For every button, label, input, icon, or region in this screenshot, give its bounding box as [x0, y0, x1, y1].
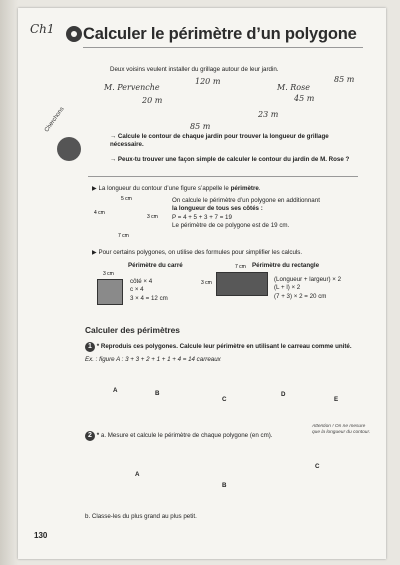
garden-one-owner: M. Pervenche [104, 83, 160, 92]
exercise-two-number: 2 [85, 431, 95, 441]
question-two: → Peux-tu trouver une façon simple de calculer le contour du jardin de M. Rose ? [110, 156, 350, 163]
garden-one-right: 23 m [258, 110, 279, 119]
garden-two-top: 85 m [334, 75, 355, 84]
square-shape [97, 279, 123, 305]
page-title: Calculer le périmètre d’un polygone [83, 25, 357, 43]
figure-c-label: C [222, 396, 227, 403]
rectangle-formula: (Longueur + largeur) × 2 (L + l) × 2 (7 + 3) × 2 = 20 cm [274, 276, 342, 300]
exercise-one-number: 1 [85, 342, 95, 352]
rectangle-heading: Périmètre du rectangle [252, 262, 320, 269]
garden-one-left: 20 m [142, 96, 163, 105]
handwritten-annotation: Ch1 [30, 22, 55, 36]
formula-intro: ▶ Pour certains polygones, on utilise des formules pour simplifier les calculs. [92, 249, 303, 256]
square-heading: Périmètre du carré [128, 262, 183, 269]
question-one: → Calcule le contour de chaque jardin pour trouver la longueur de grillage nécessaire. [110, 133, 329, 149]
garden-one-top: 120 m [195, 77, 221, 86]
figure-b-label: B [155, 390, 160, 397]
garden-one-bottom: 85 m [190, 122, 211, 131]
trap-bottom-label: 7 cm [118, 233, 129, 239]
polygon-b-label: B [222, 482, 227, 489]
figure-d-label: D [281, 391, 286, 398]
trap-right-label: 3 cm [147, 214, 158, 220]
polygon-a-label: A [135, 471, 140, 478]
trap-left-label: 4 cm [94, 210, 105, 216]
title-bullet-icon [66, 26, 82, 42]
exercise-two-note: Attention ! On ne mesure que la longueur du contour. [312, 424, 371, 436]
cherchons-badge [57, 137, 81, 161]
example-lines: On calcule le périmètre d’un polygone en additionnant la longueur de tous ses côtés : P = 4 + 5 + 3 + 7 = 19 Le périmètre de ce polygone est de 19 cm. [172, 197, 320, 230]
figure-a-label: A [113, 387, 118, 394]
cherchons-label: Cherchons [44, 106, 66, 134]
exercise-two-b: b. Classe-les du plus grand au plus petit. [85, 513, 197, 520]
perimeter-definition: ▶ La longueur du contour d’une figure s’appelle le périmètre. [92, 185, 261, 192]
exercise-two: 2 * a. Mesure et calcule le périmètre de chaque polygone (en cm). [85, 431, 315, 441]
square-side-label: 3 cm [103, 271, 114, 277]
title-rule [83, 47, 363, 48]
polygon-c-label: C [315, 463, 320, 470]
exercise-one: 1 * Reproduis ces polygones. Calcule leur périmètre en utilisant le carreau comme unité. [85, 342, 375, 352]
section-heading: Calculer des périmètres [85, 325, 180, 335]
book-binding [0, 0, 18, 565]
trap-top-label: 5 cm [121, 196, 132, 202]
garden-two-owner: M. Rose [277, 83, 310, 92]
rectangle-width-label: 7 cm [235, 264, 246, 270]
square-formula: côté × 4 c × 4 3 × 4 = 12 cm [130, 278, 168, 302]
garden-two-left: 45 m [294, 94, 315, 103]
rectangle-shape [216, 272, 268, 296]
page-number: 130 [34, 531, 48, 540]
figure-e-label: E [334, 396, 339, 403]
intro-text: Deux voisins veulent installer du grillage autour de leur jardin. [110, 66, 279, 73]
exercise-one-example: Ex. : figure A : 3 + 3 + 2 + 1 + 1 + 4 = 14 carreaux [85, 356, 221, 363]
rectangle-height-label: 3 cm [201, 280, 212, 286]
separator-one [88, 176, 358, 177]
